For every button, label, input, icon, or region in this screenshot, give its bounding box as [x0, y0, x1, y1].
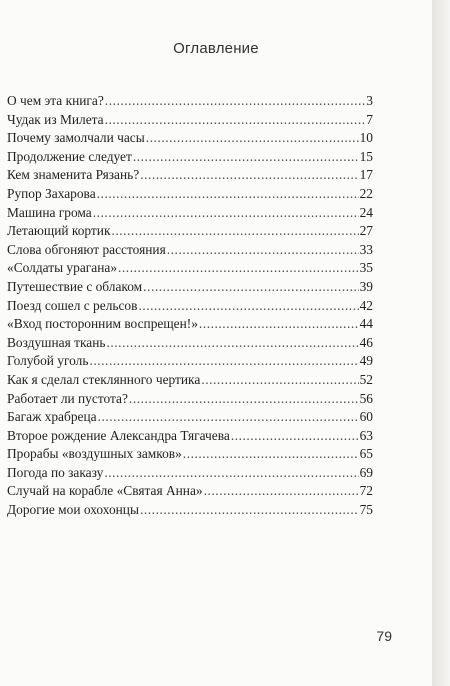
toc-entry	[7, 185, 373, 204]
toc-leader-dots	[183, 445, 359, 464]
toc-entry-page: 69	[359, 464, 373, 480]
toc-leader-dots	[146, 129, 359, 148]
toc-entry-title: Слова обгоняют расстояния	[7, 241, 166, 257]
toc-leader-dots	[167, 241, 359, 260]
toc-entry-page: 75	[359, 502, 373, 518]
toc-entry-title: «Солдаты урагана»	[7, 260, 118, 276]
toc-leader-dots	[93, 204, 359, 223]
toc-entry	[7, 111, 373, 130]
toc-leader-dots	[105, 111, 366, 130]
toc-entry-title: Погода по заказу	[7, 464, 104, 480]
page-title: Оглавление	[173, 40, 259, 57]
toc-entry-title: Багаж храбреца	[7, 409, 97, 425]
toc-entry	[7, 408, 373, 427]
toc-entry-page: 56	[359, 390, 373, 406]
toc-entry-page: 46	[359, 334, 373, 350]
toc-leader-dots	[140, 166, 358, 185]
toc-entry	[7, 315, 373, 334]
toc-entry-title: Прорабы «воздушных замков»	[7, 446, 182, 462]
toc-entry	[7, 129, 373, 148]
toc-entry-title: Летающий кортик	[7, 223, 111, 239]
toc-entry-title: Дорогие мои охохонцы	[7, 502, 139, 518]
toc-entry	[7, 501, 373, 520]
toc-entry-page: 35	[359, 260, 373, 276]
toc-entry	[7, 222, 373, 241]
toc-leader-dots	[89, 352, 358, 371]
toc-leader-dots	[97, 185, 359, 204]
toc-entry-title: Машина грома	[7, 204, 92, 220]
toc-entry-title: Случай на корабле «Святая Анна»	[7, 483, 203, 499]
toc-entry-title: «Вход посторонним воспрещен!»	[7, 316, 198, 332]
toc-leader-dots	[105, 92, 366, 111]
toc-entry-title: Кем знаменита Рязань?	[7, 167, 140, 183]
toc-entry-title: Воздушная ткань	[7, 334, 106, 350]
toc-entry-page: 44	[359, 316, 373, 332]
toc-leader-dots	[140, 501, 359, 520]
toc-leader-dots	[204, 482, 359, 501]
toc-entry	[7, 482, 373, 501]
table-of-contents	[7, 92, 373, 520]
toc-leader-dots	[133, 148, 359, 167]
toc-entry-title: Путешествие с облаком	[7, 278, 143, 294]
toc-entry-page: 7	[366, 111, 373, 127]
toc-entry-title: Чудак из Милета	[7, 111, 104, 127]
toc-entry-title: Голубой уголь	[7, 353, 89, 369]
toc-entry-page: 27	[359, 223, 373, 239]
toc-entry-page: 22	[359, 185, 373, 201]
toc-entry-page: 3	[366, 93, 373, 108]
toc-entry-page: 33	[359, 241, 373, 257]
toc-entry-title: Второе рождение Александра Тягачева	[7, 427, 230, 443]
toc-entry	[7, 278, 373, 297]
toc-entry	[7, 241, 373, 260]
toc-entry-title: Как я сделал стеклянного чертика	[7, 371, 201, 387]
toc-leader-dots	[118, 259, 359, 278]
toc-entry	[7, 204, 373, 223]
toc-entry-title: Почему замолчали часы	[7, 130, 145, 146]
toc-leader-dots	[201, 371, 358, 390]
toc-entry-page: 24	[359, 204, 373, 220]
toc-entry-page: 60	[359, 409, 373, 425]
toc-entry	[7, 297, 373, 316]
toc-entry	[7, 92, 373, 111]
toc-entry-page: 17	[359, 167, 373, 183]
adjacent-page-edge	[432, 0, 450, 686]
toc-leader-dots	[231, 427, 359, 446]
toc-entry-page: 72	[359, 483, 373, 499]
toc-leader-dots	[106, 334, 358, 353]
toc-entry-page: 42	[359, 297, 373, 313]
toc-entry-title: Поезд сошел с рельсов	[7, 297, 138, 313]
toc-leader-dots	[199, 315, 359, 334]
toc-entry-page: 52	[359, 371, 373, 387]
toc-entry-title: О чем эта книга?	[7, 93, 104, 108]
toc-entry	[7, 371, 373, 390]
toc-entry	[7, 148, 373, 167]
toc-leader-dots	[111, 222, 358, 241]
toc-leader-dots	[138, 297, 358, 316]
toc-entry	[7, 334, 373, 353]
toc-entry-title: Рупор Захарова	[7, 185, 96, 201]
toc-entry	[7, 427, 373, 446]
toc-entry	[7, 464, 373, 483]
toc-entry	[7, 390, 373, 409]
toc-leader-dots	[143, 278, 358, 297]
page-number: 79	[376, 628, 392, 644]
toc-entry-title: Продолжение следует	[7, 148, 132, 164]
toc-entry-page: 65	[359, 446, 373, 462]
toc-entry-page: 63	[359, 427, 373, 443]
toc-entry-page: 10	[359, 130, 373, 146]
toc-leader-dots	[98, 408, 359, 427]
toc-entry-page: 49	[359, 353, 373, 369]
toc-entry	[7, 259, 373, 278]
toc-entry-title: Работает ли пустота?	[7, 390, 128, 406]
toc-entry-page: 39	[359, 278, 373, 294]
toc-entry	[7, 352, 373, 371]
toc-entry-page: 15	[359, 148, 373, 164]
toc-entry	[7, 166, 373, 185]
toc-entry	[7, 445, 373, 464]
toc-leader-dots	[129, 390, 359, 409]
toc-leader-dots	[104, 464, 358, 483]
